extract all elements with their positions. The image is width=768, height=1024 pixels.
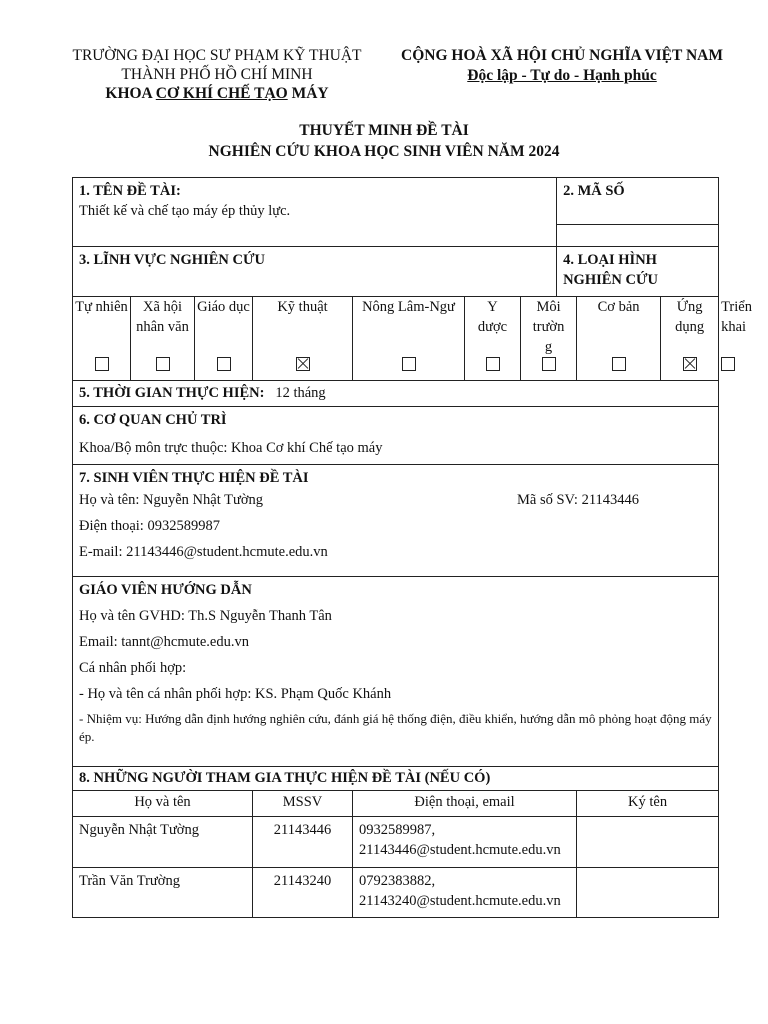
participant-id: 21143240 [253,868,353,918]
national-motto-line1: CỘNG HOÀ XÃ HỘI CHỦ NGHĨA VIỆT NAM [401,47,723,64]
type-label: Cơ bản [597,299,640,315]
field-label: Tự nhiên [75,299,128,315]
field-environment [521,297,577,381]
duration-label: 5. THỜI GIAN THỰC HIỆN: [79,385,265,401]
field-checkbox[interactable] [486,357,500,371]
participant-name: Trần Văn Trường [73,868,253,918]
duration-cell [73,381,719,407]
research-type-label: 4. LOẠI HÌNH NGHIÊN CỨU [557,247,719,297]
faculty-suffix: MÁY [287,85,329,102]
field-checkbox[interactable] [542,357,556,371]
field-social [131,297,195,381]
participant-id: 21143446 [253,817,353,868]
university-name-line1: TRƯỜNG ĐẠI HỌC SƯ PHẠM KỸ THUẬT [72,47,362,64]
checkbox-row: Tự nhiên Xã hội nhân văn Giáo dục Kỹ thuật Nông Lâm-Ngư Y dược Môi trườn g Cơ bản Ứng dụng Triển khai [73,297,719,381]
title-line2: NGHIÊN CỨU KHOA HỌC SINH VIÊN NĂM 2024 [208,143,560,160]
field-label: Xã hội nhân văn [136,299,189,335]
header-signature: Ký tên [577,791,719,817]
student-phone: Điện thoại: 0932589987 [79,518,220,534]
field-medicine [465,297,521,381]
topic-spacer [73,225,557,247]
advisor-email: Email: tannt@hcmute.edu.vn [79,634,249,650]
national-header [386,46,738,86]
host-org-label: 6. CƠ QUAN CHỦ TRÌ [79,412,227,428]
faculty-name [52,84,382,103]
section1-row [73,178,719,225]
advisor-section-label: GIÁO VIÊN HƯỚNG DẪN [79,582,252,598]
student-id: Mã số SV: 21143446 [517,492,640,508]
national-motto-line2 [386,66,738,86]
section6-row [73,407,719,465]
advisor-cell [73,577,719,767]
participant-signature [577,817,719,868]
participant-phone: 0932589987, [359,822,436,838]
participant-email: 21143446@student.hcmute.edu.vn [359,842,561,858]
field-natural [73,297,131,381]
field-checkbox[interactable] [156,357,170,371]
host-org-cell [73,407,719,465]
header-id: MSSV [253,791,353,817]
faculty-underlined: CƠ KHÍ CHẾ TẠO [155,85,288,102]
section8-row [73,767,719,791]
participants-header-row [73,791,719,817]
advisor-row [73,577,719,767]
field-engineering [253,297,353,381]
field-label: Nông Lâm-Ngư [362,299,455,315]
field-agriculture [353,297,465,381]
table-row [73,817,719,868]
participant-contact [353,817,577,868]
host-org-value: Khoa/Bộ môn trực thuộc: Khoa Cơ khí Chế tạo máy [79,440,383,456]
participant-contact [353,868,577,918]
field-checkbox[interactable] [95,357,109,371]
header-name: Họ và tên [73,791,253,817]
duration-value: 12 tháng [275,385,326,401]
type-checkbox[interactable] [721,357,735,371]
university-header [52,46,382,103]
topic-name-label: 1. TÊN ĐỀ TÀI: [79,183,181,199]
topic-name-value: Thiết kế và chế tạo máy ép thủy lực. [79,203,291,219]
type-checkbox-checked[interactable] [683,357,697,371]
research-field-label: 3. LĨNH VỰC NGHIÊN CỨU [73,247,557,297]
document-title [0,120,768,162]
collaborator-label: Cá nhân phối hợp: [79,660,187,676]
section5-row [73,381,719,407]
code-label: 2. MÃ SỐ [557,178,719,225]
collaborator-name: - Họ và tên cá nhân phối hợp: KS. Phạm Quốc Khánh [79,686,392,702]
topic-name-cell [73,178,557,225]
field-label: Giáo dục [197,299,250,315]
proposal-form [72,177,752,918]
participant-email: 21143240@student.hcmute.edu.vn [359,893,561,909]
advisor-name: Họ và tên GVHD: Th.S Nguyễn Thanh Tân [79,608,332,624]
field-label: Kỹ thuật [277,299,328,315]
type-basic [577,297,661,381]
field-checkbox[interactable] [217,357,231,371]
collaborator-task: - Nhiệm vụ: Hướng dẫn định hướng nghiên cứu, đánh giá hệ thống điện, điều khiển, hướng dẫn mô phỏng hoạt động máy ép. [79,711,712,744]
table-row [73,868,719,918]
motto-underlined: Độc lập - Tự do - Hạnh phúc [467,67,657,84]
student-section-label: 7. SINH VIÊN THỰC HIỆN ĐỀ TÀI [79,470,309,486]
participant-signature [577,868,719,918]
university-name-line2: THÀNH PHỐ HỒ CHÍ MINH [121,66,313,83]
student-name-line [79,490,712,510]
field-education [195,297,253,381]
field-checkbox-checked[interactable] [296,357,310,371]
student-name: Họ và tên: Nguyễn Nhật Tường [79,492,263,508]
faculty-prefix: KHOA [105,85,156,102]
participants-label: 8. NHỮNG NGƯỜI THAM GIA THỰC HIỆN ĐỀ TÀI (NẾU CÓ) [73,767,719,791]
participant-phone: 0792383882, [359,873,436,889]
student-email: E-mail: 21143446@student.hcmute.edu.vn [79,544,328,560]
type-label: Ứng dụng [675,299,705,335]
type-applied [661,297,719,381]
field-checkbox[interactable] [402,357,416,371]
header-contact: Điện thoại, email [353,791,577,817]
type-checkbox[interactable] [612,357,626,371]
spacer-row [73,225,719,247]
code-value [557,225,719,247]
field-label: Y dược [477,299,508,335]
student-cell [73,465,719,577]
field-label: Môi trườn g [532,299,565,355]
title-line1: THUYẾT MINH ĐỀ TÀI [299,122,469,139]
section7-row [73,465,719,577]
participant-name: Nguyễn Nhật Tường [73,817,253,868]
section3-row [73,247,719,297]
